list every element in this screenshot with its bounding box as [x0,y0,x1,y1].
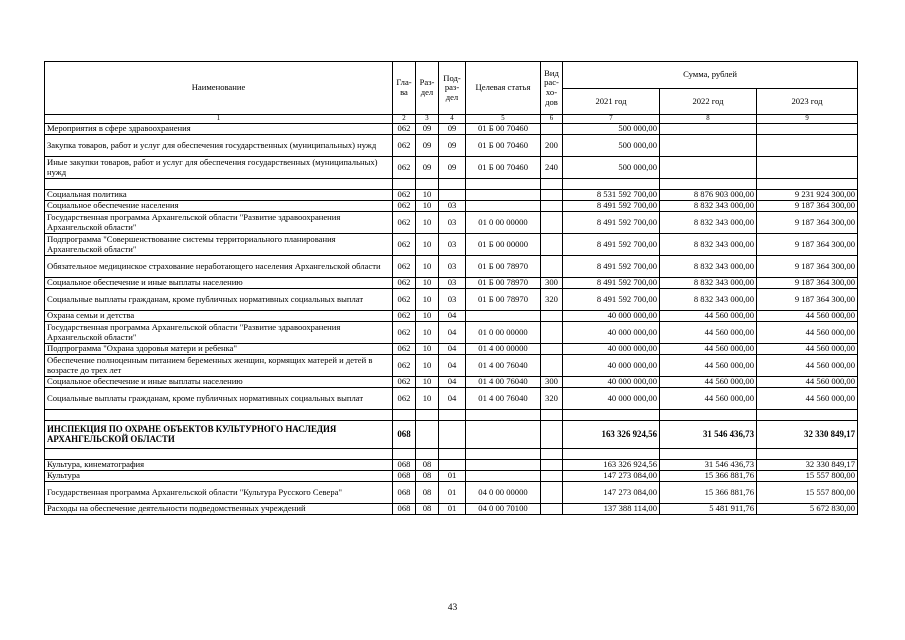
row-expense-type: 320 [541,289,563,311]
row-expense-type [541,322,563,344]
row-podrazdel [439,460,466,471]
row-expense-type [541,421,563,449]
row-amount-2023 [757,179,858,190]
row-name: Социальные выплаты гражданам, кроме публичных нормативных социальных выплат [45,388,393,410]
row-name: Социальные выплаты гражданам, кроме публичных нормативных социальных выплат [45,289,393,311]
row-expense-type [541,256,563,278]
row-name: Социальное обеспечение и иные выплаты населению [45,377,393,388]
column-number: 2 [393,115,416,124]
row-razdel: 10 [416,388,439,410]
row-podrazdel: 03 [439,201,466,212]
row-expense-type [541,449,563,460]
row-amount-2022 [660,135,757,157]
row-razdel: 10 [416,377,439,388]
column-number: 4 [439,115,466,124]
row-amount-2022: 8 876 903 000,00 [660,190,757,201]
row-razdel [416,421,439,449]
row-amount-2021: 40 000 000,00 [563,377,660,388]
row-target-article: 01 0 00 00000 [466,322,541,344]
row-podrazdel: 04 [439,322,466,344]
row-razdel [416,410,439,421]
table-row [45,157,858,179]
row-amount-2023: 9 231 924 300,00 [757,190,858,201]
row-target-article: 01 Б 00 78970 [466,289,541,311]
row-podrazdel: 09 [439,135,466,157]
row-expense-type [541,234,563,256]
row-razdel: 08 [416,460,439,471]
table-row [45,256,858,278]
row-amount-2023: 5 672 830,00 [757,504,858,515]
table-row [45,322,858,344]
row-amount-2021: 8 531 592 700,00 [563,190,660,201]
row-glava: 068 [393,471,416,482]
row-amount-2023: 44 560 000,00 [757,377,858,388]
row-target-article [466,179,541,190]
row-amount-2023 [757,124,858,135]
header-year-2023: 2023 год [757,89,858,115]
row-amount-2022: 44 560 000,00 [660,322,757,344]
row-glava: 062 [393,234,416,256]
row-amount-2022: 8 832 343 000,00 [660,278,757,289]
spacer-row [45,449,858,460]
row-target-article [466,201,541,212]
row-target-article: 01 4 00 76040 [466,377,541,388]
row-name: Государственная программа Архангельской области "Развитие здравоохранения Архангельской области" [45,212,393,234]
row-razdel [416,449,439,460]
row-amount-2021: 40 000 000,00 [563,311,660,322]
table-row [45,201,858,212]
row-name: Подпрограмма "Совершенствование системы территориального планирования Архангельской области" [45,234,393,256]
row-target-article [466,421,541,449]
row-target-article: 01 4 00 00000 [466,344,541,355]
row-amount-2023: 9 187 364 300,00 [757,212,858,234]
row-razdel: 09 [416,124,439,135]
row-name: Подпрограмма "Охрана здоровья матери и ребенка" [45,344,393,355]
row-podrazdel [439,410,466,421]
table-row [45,388,858,410]
row-amount-2022 [660,179,757,190]
row-amount-2021: 147 273 084,00 [563,471,660,482]
row-glava [393,410,416,421]
row-glava: 062 [393,212,416,234]
row-glava: 062 [393,311,416,322]
row-glava: 062 [393,135,416,157]
row-amount-2023 [757,157,858,179]
row-amount-2021: 40 000 000,00 [563,322,660,344]
header-razdel: Раз-дел [416,62,439,115]
row-amount-2022 [660,410,757,421]
row-expense-type [541,179,563,190]
header-podrazdel: Под-раз-дел [439,62,466,115]
row-podrazdel [439,179,466,190]
row-glava: 062 [393,388,416,410]
spacer-row [45,179,858,190]
row-target-article: 04 0 00 70100 [466,504,541,515]
row-razdel: 10 [416,201,439,212]
row-expense-type [541,471,563,482]
row-amount-2022: 31 546 436,73 [660,460,757,471]
row-amount-2021: 40 000 000,00 [563,355,660,377]
row-razdel: 08 [416,482,439,504]
row-glava: 062 [393,256,416,278]
row-glava: 062 [393,157,416,179]
row-name: Государственная программа Архангельской области "Развитие здравоохранения Архангельской области" [45,322,393,344]
row-amount-2022: 8 832 343 000,00 [660,201,757,212]
row-glava: 062 [393,344,416,355]
row-expense-type [541,190,563,201]
header-glava: Гла-ва [393,62,416,115]
row-amount-2022: 8 832 343 000,00 [660,212,757,234]
row-amount-2022: 8 832 343 000,00 [660,256,757,278]
row-amount-2023: 15 557 800,00 [757,471,858,482]
row-expense-type [541,344,563,355]
row-amount-2022: 15 366 881,76 [660,482,757,504]
row-podrazdel: 03 [439,289,466,311]
row-glava: 062 [393,278,416,289]
header-year-2022: 2022 год [660,89,757,115]
page-number: 43 [447,603,458,613]
row-razdel: 08 [416,471,439,482]
table-row [45,278,858,289]
row-expense-type: 200 [541,135,563,157]
row-name: ИНСПЕКЦИЯ ПО ОХРАНЕ ОБЪЕКТОВ КУЛЬТУРНОГО НАСЛЕДИЯ АРХАНГЕЛЬСКОЙ ОБЛАСТИ [45,421,393,449]
row-glava: 068 [393,460,416,471]
row-podrazdel: 03 [439,212,466,234]
row-razdel: 08 [416,504,439,515]
table-row [45,234,858,256]
header-name: Наименование [45,62,393,115]
table-row [45,124,858,135]
table-row [45,471,858,482]
row-amount-2021: 163 326 924,56 [563,421,660,449]
row-amount-2022: 8 832 343 000,00 [660,289,757,311]
row-expense-type: 240 [541,157,563,179]
row-target-article [466,190,541,201]
row-amount-2021: 500 000,00 [563,157,660,179]
row-amount-2023: 9 187 364 300,00 [757,201,858,212]
row-amount-2021: 8 491 592 700,00 [563,201,660,212]
row-amount-2021: 500 000,00 [563,124,660,135]
row-glava: 068 [393,421,416,449]
table-body [45,124,858,515]
row-expense-type: 320 [541,388,563,410]
table-row [45,289,858,311]
row-amount-2023: 44 560 000,00 [757,388,858,410]
row-target-article [466,410,541,421]
row-target-article: 01 4 00 76040 [466,355,541,377]
row-amount-2023: 44 560 000,00 [757,322,858,344]
header-year-2021: 2021 год [563,89,660,115]
row-razdel: 09 [416,157,439,179]
row-podrazdel: 09 [439,157,466,179]
row-name: Социальная политика [45,190,393,201]
table-row [45,377,858,388]
row-amount-2023: 9 187 364 300,00 [757,256,858,278]
row-amount-2022: 31 546 436,73 [660,421,757,449]
header-vid: Вид рас-хо-дов [541,62,563,115]
row-name: Расходы на обеспечение деятельности подведомственных учреждений [45,504,393,515]
row-podrazdel: 04 [439,355,466,377]
row-amount-2021: 40 000 000,00 [563,388,660,410]
row-glava [393,179,416,190]
row-amount-2023: 9 187 364 300,00 [757,289,858,311]
row-podrazdel: 03 [439,256,466,278]
row-amount-2021: 8 491 592 700,00 [563,212,660,234]
row-target-article: 04 0 00 00000 [466,482,541,504]
row-name: Государственная программа Архангельской области "Культура Русского Севера" [45,482,393,504]
row-amount-2022: 44 560 000,00 [660,311,757,322]
row-podrazdel [439,449,466,460]
row-amount-2023 [757,135,858,157]
spacer-row [45,410,858,421]
row-target-article: 01 Б 00 78970 [466,278,541,289]
row-target-article: 01 4 00 76040 [466,388,541,410]
column-number: 1 [45,115,393,124]
row-amount-2021: 500 000,00 [563,135,660,157]
row-name: Социальное обеспечение и иные выплаты населению [45,278,393,289]
table-row [45,482,858,504]
row-razdel: 10 [416,344,439,355]
row-expense-type [541,504,563,515]
row-name: Социальное обеспечение населения [45,201,393,212]
row-expense-type [541,482,563,504]
row-name: Мероприятия в сфере здравоохранения [45,124,393,135]
row-podrazdel: 04 [439,377,466,388]
row-amount-2021: 147 273 084,00 [563,482,660,504]
row-name: Закупка товаров, работ и услуг для обеспечения государственных (муниципальных) нужд [45,135,393,157]
row-podrazdel: 04 [439,311,466,322]
row-target-article [466,311,541,322]
row-razdel: 10 [416,311,439,322]
row-name [45,449,393,460]
header-summa: Сумма, рублей [563,62,858,89]
row-amount-2022: 44 560 000,00 [660,355,757,377]
row-glava [393,449,416,460]
row-razdel: 10 [416,234,439,256]
row-amount-2023: 44 560 000,00 [757,355,858,377]
column-number: 8 [660,115,757,124]
row-amount-2023: 32 330 849,17 [757,460,858,471]
row-amount-2021 [563,449,660,460]
column-number-row [45,115,858,124]
column-number: 9 [757,115,858,124]
column-number: 3 [416,115,439,124]
row-expense-type: 300 [541,377,563,388]
table-row [45,355,858,377]
budget-table [44,61,858,515]
row-expense-type [541,410,563,421]
row-expense-type [541,212,563,234]
row-target-article: 01 Б 00 00000 [466,234,541,256]
row-target-article [466,460,541,471]
row-amount-2021 [563,410,660,421]
row-razdel: 10 [416,355,439,377]
row-amount-2021: 137 388 114,00 [563,504,660,515]
row-amount-2021: 8 491 592 700,00 [563,289,660,311]
row-podrazdel: 01 [439,471,466,482]
row-amount-2022: 44 560 000,00 [660,344,757,355]
row-name: Обеспечение полноценным питанием беременных женщин, кормящих матерей и детей в возрасте до трех лет [45,355,393,377]
row-amount-2023: 44 560 000,00 [757,311,858,322]
table-row [45,190,858,201]
row-amount-2022: 44 560 000,00 [660,388,757,410]
row-glava: 062 [393,377,416,388]
row-podrazdel: 01 [439,504,466,515]
row-amount-2021: 8 491 592 700,00 [563,256,660,278]
row-amount-2021: 8 491 592 700,00 [563,278,660,289]
row-expense-type [541,355,563,377]
row-glava: 062 [393,355,416,377]
row-target-article: 01 Б 00 70460 [466,124,541,135]
column-number: 6 [541,115,563,124]
row-amount-2023: 9 187 364 300,00 [757,278,858,289]
row-amount-2022: 5 481 911,76 [660,504,757,515]
row-target-article: 01 Б 00 70460 [466,135,541,157]
row-amount-2023: 15 557 800,00 [757,482,858,504]
row-razdel: 10 [416,212,439,234]
row-podrazdel [439,421,466,449]
table-row [45,311,858,322]
row-glava: 068 [393,504,416,515]
row-amount-2021: 8 491 592 700,00 [563,234,660,256]
row-podrazdel: 04 [439,344,466,355]
column-number: 5 [466,115,541,124]
table-row [45,421,858,449]
row-razdel: 09 [416,135,439,157]
row-target-article: 01 Б 00 78970 [466,256,541,278]
row-glava: 062 [393,201,416,212]
header-statya: Целевая статья [466,62,541,115]
row-amount-2023: 44 560 000,00 [757,344,858,355]
table-row [45,504,858,515]
column-number: 7 [563,115,660,124]
row-amount-2023 [757,410,858,421]
row-amount-2022 [660,157,757,179]
row-amount-2022: 44 560 000,00 [660,377,757,388]
row-razdel: 10 [416,278,439,289]
table-header-row [45,62,858,89]
row-podrazdel: 01 [439,482,466,504]
row-amount-2021: 163 326 924,56 [563,460,660,471]
row-glava: 062 [393,289,416,311]
row-podrazdel: 03 [439,234,466,256]
row-amount-2022 [660,124,757,135]
row-target-article [466,471,541,482]
table-row [45,212,858,234]
table-row [45,460,858,471]
row-razdel: 10 [416,190,439,201]
row-expense-type: 300 [541,278,563,289]
row-expense-type [541,201,563,212]
row-amount-2023: 32 330 849,17 [757,421,858,449]
row-name: Культура, кинематография [45,460,393,471]
row-podrazdel [439,190,466,201]
row-podrazdel: 04 [439,388,466,410]
row-name: Иные закупки товаров, работ и услуг для обеспечения государственных (муниципальных) нужд [45,157,393,179]
row-name: Охрана семьи и детства [45,311,393,322]
table-row [45,135,858,157]
row-target-article: 01 0 00 00000 [466,212,541,234]
row-amount-2021: 40 000 000,00 [563,344,660,355]
row-expense-type [541,460,563,471]
row-razdel [416,179,439,190]
row-name [45,410,393,421]
row-glava: 062 [393,190,416,201]
row-name: Культура [45,471,393,482]
row-razdel: 10 [416,256,439,278]
row-name [45,179,393,190]
row-target-article [466,449,541,460]
table-row [45,344,858,355]
row-razdel: 10 [416,289,439,311]
row-glava: 062 [393,322,416,344]
row-amount-2022 [660,449,757,460]
row-target-article: 01 Б 00 70460 [466,157,541,179]
row-name: Обязательное медицинское страхование неработающего населения Архангельской области [45,256,393,278]
row-amount-2023 [757,449,858,460]
row-amount-2021 [563,179,660,190]
row-amount-2023: 9 187 364 300,00 [757,234,858,256]
row-podrazdel: 09 [439,124,466,135]
row-amount-2022: 15 366 881,76 [660,471,757,482]
row-expense-type [541,124,563,135]
row-expense-type [541,311,563,322]
row-glava: 062 [393,124,416,135]
row-podrazdel: 03 [439,278,466,289]
row-glava: 068 [393,482,416,504]
row-razdel: 10 [416,322,439,344]
row-amount-2022: 8 832 343 000,00 [660,234,757,256]
